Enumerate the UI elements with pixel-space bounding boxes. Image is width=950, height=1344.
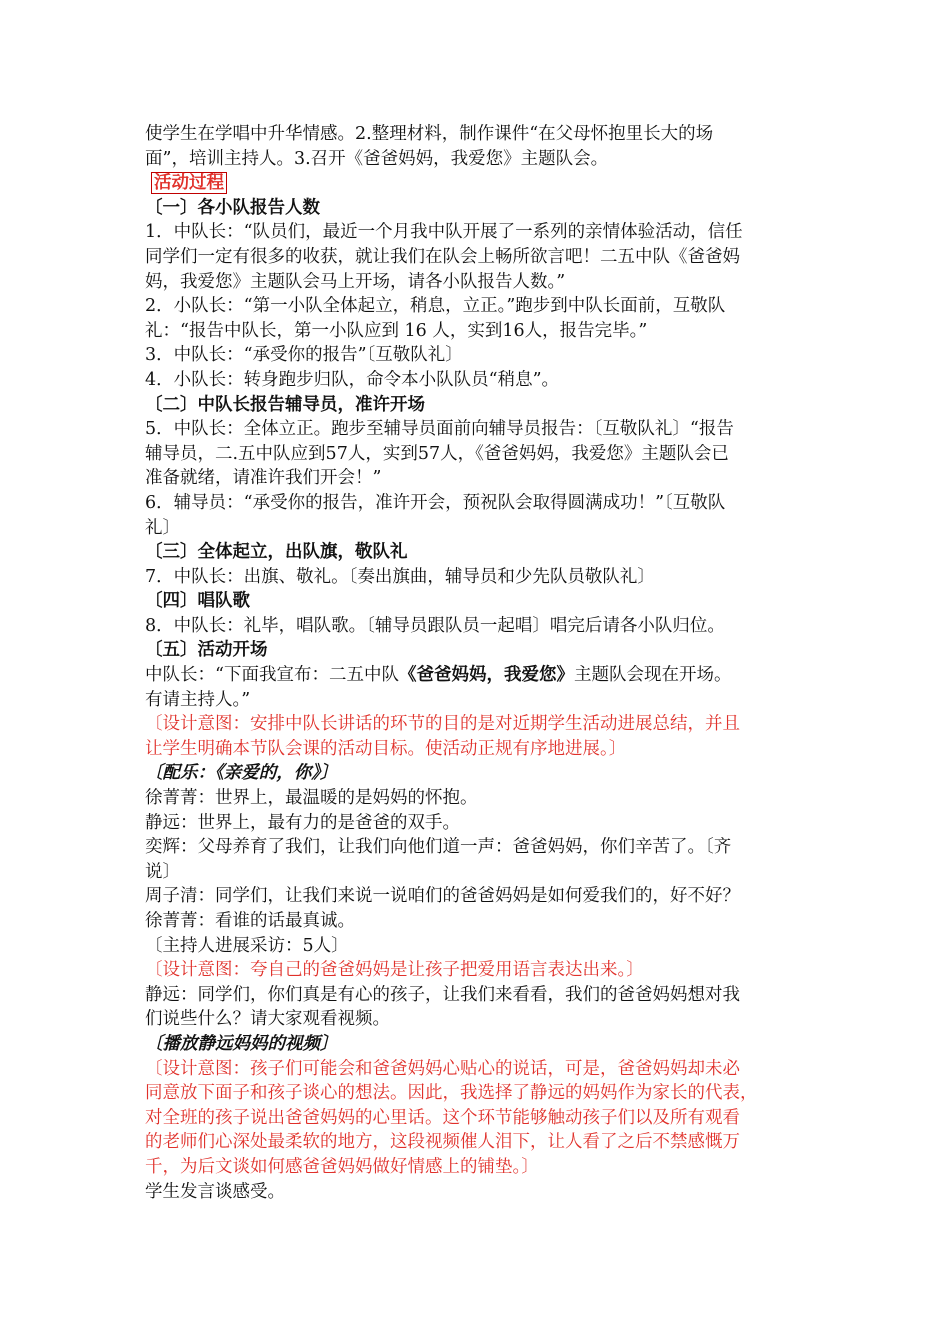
paragraph-line: 同学们一定有很多的收获，就让我们在队会上畅所欲言吧！二五中队《爸爸妈 <box>145 246 740 267</box>
intro-line: 面”，培训主持人。3.召开《爸爸妈妈，我爱您》主题队会。 <box>145 148 609 169</box>
paragraph-line: 辅导员，二.五中队应到57人，实到57人，《爸爸妈妈，我爱您》主题队会已 <box>145 443 729 464</box>
announce-pre: 中队长：“下面我宣布：二五中队 <box>145 665 399 686</box>
paragraph-line: 6．辅导员：“承受你的报告，准许开会，预祝队会取得圆满成功！”〔互敬队 <box>145 492 726 513</box>
paragraph-line: 3．中队长：“承受你的报告”〔互敬队礼〕 <box>145 345 463 366</box>
dialogue-line: 徐菁菁：看谁的话最真诚。 <box>145 911 355 931</box>
meeting-title: 《爸爸妈妈，我爱您》 <box>398 665 574 686</box>
paragraph-line: 7．中队长：出旗、敬礼。〔奏出旗曲，辅导员和少先队员敬队礼〕 <box>145 566 655 587</box>
video-note: 〔播放静远妈妈的视频〕 <box>145 1033 338 1054</box>
section-tag-row <box>145 171 825 196</box>
design-intent-line: 〔设计意图：夸自己的爸爸妈妈是让孩子把爱用语言表达出来。〕 <box>145 960 644 981</box>
section-tag: 活动过程 <box>151 172 227 194</box>
dialogue-line: 〔主持人进展采访：5人〕 <box>145 935 349 956</box>
closing-line: 学生发言谈感受。 <box>145 1181 285 1202</box>
dialogue-line: 徐菁菁：世界上，最温暖的是妈妈的怀抱。 <box>145 788 478 809</box>
section-heading: 〔三〕全体起立，出队旗，敬队礼 <box>145 542 408 563</box>
dialogue-line: 静远：同学们，你们真是有心的孩子，让我们来看看，我们的爸爸妈妈想对我 <box>145 984 740 1005</box>
design-intent-line: 同意放下面子和孩子谈心的想法。因此，我选择了静远的妈妈作为家长的代表， <box>145 1083 758 1104</box>
paragraph-line: 礼：“报告中队长，第一小队应到 16 人，实到16人，报告完毕。” <box>145 320 648 341</box>
intro-line: 使学生在学唱中升华情感。2.整理材料，制作课件“在父母怀抱里长大的场 <box>145 124 714 144</box>
document-page <box>145 122 825 1204</box>
paragraph-line: 妈，我爱您》主题队会马上开场，请各小队报告人数。” <box>145 271 566 292</box>
dialogue-line: 奕辉：父母养育了我们，让我们向他们道一声：爸爸妈妈，你们辛苦了。〔齐 <box>145 837 732 858</box>
paragraph-line: 4．小队长：转身跑步归队，命令本小队队员“稍息”。 <box>145 369 560 390</box>
paragraph-line: 1．中队长：“队员们，最近一个月我中队开展了一系列的亲情体验活动，信任 <box>145 222 743 243</box>
design-intent-line: 〔设计意图：孩子们可能会和爸爸妈妈心贴心的说话，可是，爸爸妈妈却未必 <box>145 1058 740 1079</box>
paragraph-line: 有请主持人。” <box>145 689 251 710</box>
announce-line <box>145 663 825 688</box>
section-heading: 〔二〕中队长报告辅导员，准许开场 <box>145 394 425 415</box>
paragraph-line: 礼〕 <box>145 517 180 538</box>
design-intent-line: 对全班的孩子说出爸爸妈妈的心里话。这个环节能够触动孩子们以及所有观看 <box>145 1107 740 1128</box>
paragraph-line: 2．小队长：“第一小队全体起立，稍息，立正。”跑步到中队长面前，互敬队 <box>145 296 726 317</box>
dialogue-line: 静远：世界上，最有力的是爸爸的双手。 <box>145 812 460 833</box>
section-heading: 〔一〕各小队报告人数 <box>145 197 320 218</box>
section-heading: 〔四〕唱队歌 <box>145 591 250 612</box>
paragraph-line: 8．中队长：礼毕，唱队歌。〔辅导员跟队员一起唱〕唱完后请各小队归位。 <box>145 615 725 636</box>
dialogue-line: 说〕 <box>145 861 180 882</box>
dialogue-line: 们说些什么？请大家观看视频。 <box>145 1009 390 1030</box>
design-intent-line: 〔设计意图：安排中队长讲话的环节的目的是对近期学生活动进展总结，并且 <box>145 714 740 735</box>
paragraph-line: 准备就绪，请准许我们开会！” <box>145 468 382 489</box>
design-intent-line: 千，为后文谈如何感爸爸妈妈做好情感上的铺垫。〕 <box>145 1156 539 1177</box>
dialogue-line: 周子清：同学们，让我们来说一说咱们的爸爸妈妈是如何爱我们的，好不好？ <box>145 886 740 907</box>
design-intent-line: 让学生明确本节队会课的活动目标。使活动正规有序地进展。〕 <box>145 738 627 759</box>
section-heading: 〔五〕活动开场 <box>145 640 268 661</box>
music-note: 〔配乐：《亲爱的，你》〕 <box>145 763 338 784</box>
paragraph-line: 5．中队长：全体立正。跑步至辅导员面前向辅导员报告：〔互敬队礼〕“报告 <box>145 419 734 440</box>
announce-post: 主题队会现在开场。 <box>573 665 732 686</box>
design-intent-line: 的老师们心深处最柔软的地方，这段视频催人泪下，让人看了之后不禁感慨万 <box>145 1132 740 1153</box>
